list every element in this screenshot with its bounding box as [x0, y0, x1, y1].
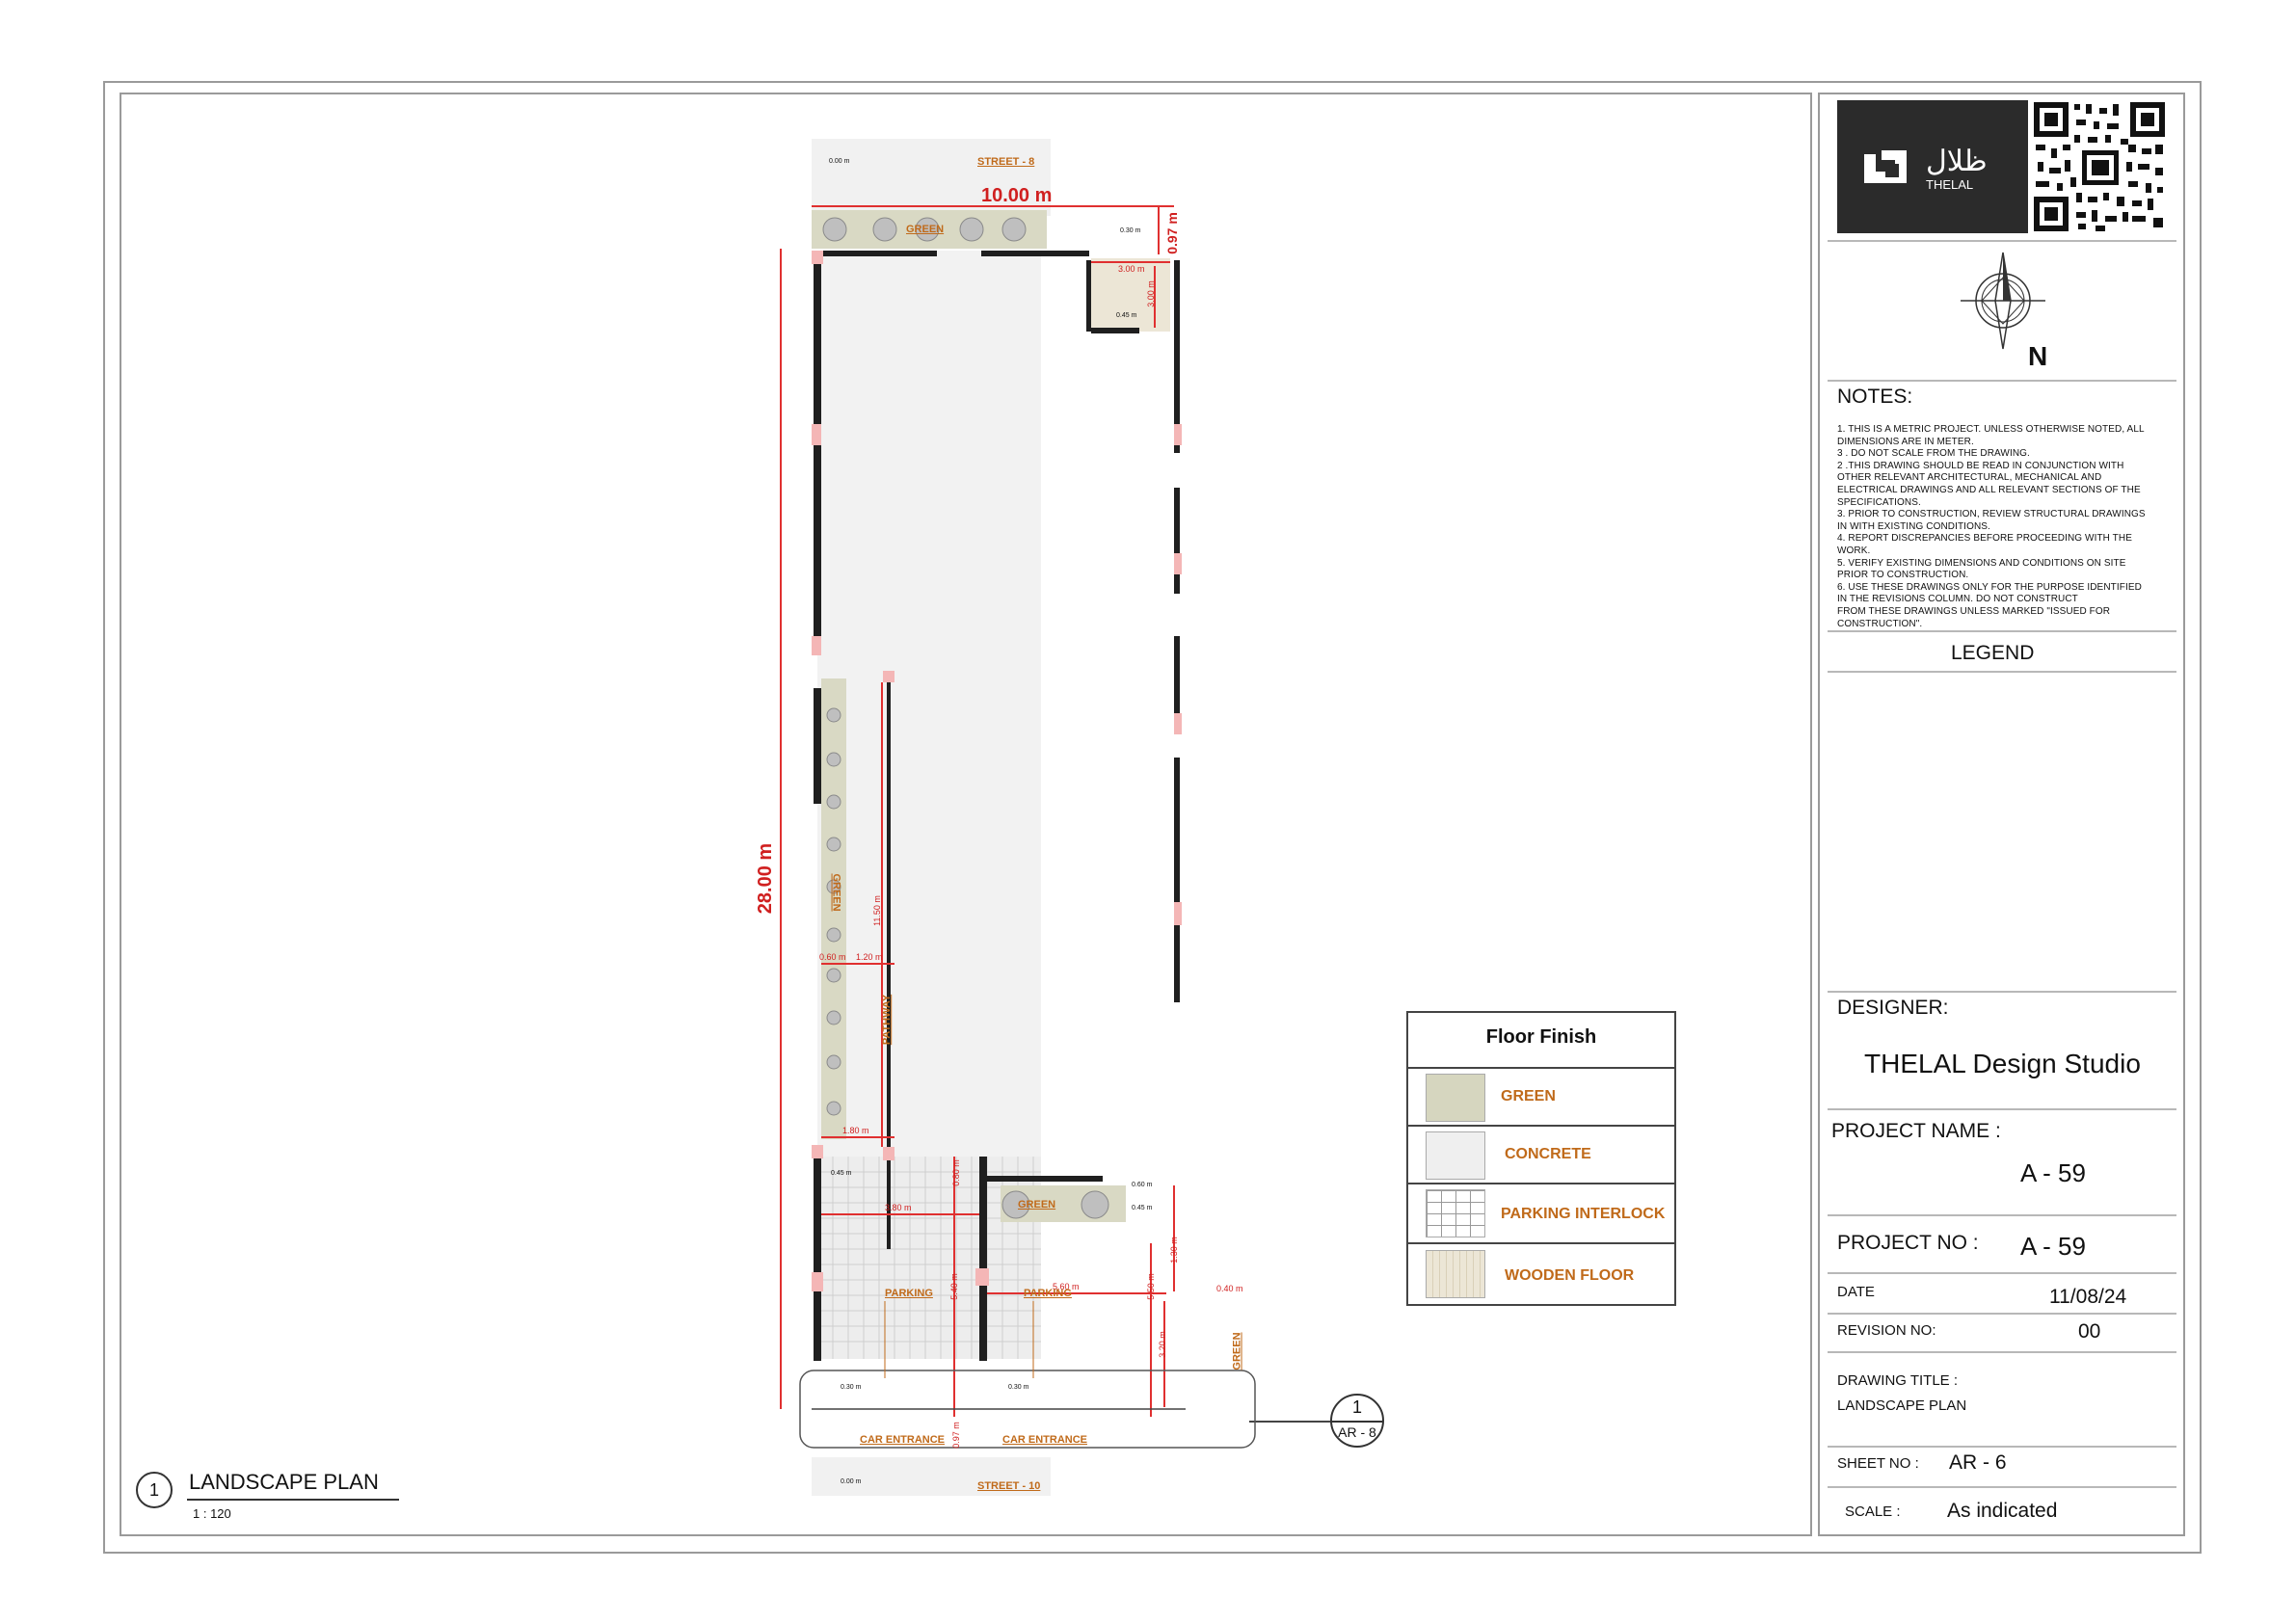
- view-scale: 1 : 120: [193, 1506, 231, 1521]
- green-swatch: [1426, 1074, 1485, 1122]
- car-entrance-right-label: CAR ENTRANCE: [1002, 1434, 1087, 1446]
- width-dimension: 10.00 m: [981, 185, 1053, 206]
- dim-0-40: 0.40 m: [1216, 1284, 1243, 1293]
- level-mark: 0.45 m: [1116, 312, 1137, 319]
- level-mark: 0.00 m: [841, 1478, 862, 1485]
- green-right-label: GREEN: [1231, 1332, 1243, 1370]
- legend-row: [1408, 1125, 1674, 1184]
- qr-code-icon: [2032, 100, 2167, 233]
- section-marker-divider: [1332, 1421, 1382, 1423]
- tb-divider: [1828, 240, 2176, 242]
- green-side-label: GREEN: [830, 873, 842, 912]
- level-mark: 0.60 m: [1132, 1182, 1153, 1188]
- dim-5-50: 5.50 m: [1145, 1273, 1156, 1300]
- section-sheet: AR - 8: [1338, 1424, 1376, 1440]
- plan-graphics: [761, 135, 1263, 1503]
- legend-row: [1408, 1183, 1674, 1244]
- legend-label-wooden-floor: WOODEN FLOOR: [1505, 1267, 1635, 1284]
- tb-divider: [1828, 671, 2176, 673]
- parking-left-label: PARKING: [885, 1288, 933, 1299]
- section-number: 1: [1351, 1397, 1362, 1417]
- project-no-label: PROJECT NO :: [1837, 1232, 1979, 1254]
- dim-5-40: 5.40 m: [948, 1273, 959, 1300]
- tb-divider: [1828, 1351, 2176, 1353]
- street-top-label: STREET - 8: [977, 156, 1035, 168]
- legend-label-concrete: CONCRETE: [1505, 1146, 1591, 1162]
- dim-3-20: 3.20 m: [1157, 1331, 1167, 1358]
- street-bottom-label: STREET - 10: [977, 1480, 1041, 1492]
- legend-row: [1408, 1242, 1674, 1306]
- level-mark: 0.45 m: [1132, 1205, 1153, 1211]
- dim-5-60: 5.60 m: [1053, 1282, 1080, 1291]
- date-label: DATE: [1837, 1284, 1875, 1300]
- level-mark: 0.00 m: [829, 158, 850, 165]
- length-dimension: 28.00 m: [755, 842, 777, 915]
- project-no-value: A - 59: [2020, 1232, 2086, 1261]
- drawing-title-label: DRAWING TITLE :: [1837, 1372, 1959, 1389]
- logo-arabic-text: ظلال: [1926, 146, 1988, 177]
- tb-divider: [1828, 991, 2176, 993]
- level-mark: 0.30 m: [841, 1384, 862, 1391]
- dim-0-80: 0.80 m: [950, 1159, 961, 1186]
- designer-label: DESIGNER:: [1837, 997, 1949, 1019]
- logo-latin-text: THELAL: [1926, 177, 1974, 192]
- north-label: N: [2028, 341, 2048, 371]
- tb-divider: [1828, 380, 2176, 382]
- parking-interlock-swatch: [1426, 1189, 1485, 1237]
- floor-finish-heading: Floor Finish: [1485, 1026, 1597, 1048]
- level-mark: 0.30 m: [1008, 1384, 1029, 1391]
- tb-divider: [1828, 1272, 2176, 1274]
- landscape-plan: [755, 135, 1263, 1503]
- dim-3-00-vertical: 3.00 m: [1145, 280, 1156, 307]
- floor-finish-legend: [1406, 1011, 1676, 1306]
- dim-1-20: 1.20 m: [856, 952, 883, 962]
- drawing-title-value: LANDSCAPE PLAN: [1837, 1397, 1967, 1414]
- dim-0-97-top: 0.97 m: [1163, 212, 1180, 254]
- project-name-label: PROJECT NAME :: [1831, 1120, 2001, 1142]
- designer-value: THELAL Design Studio: [1864, 1049, 2141, 1078]
- dim-3-80: 3.80 m: [885, 1203, 912, 1212]
- legend-label-parking-interlock: PARKING INTERLOCK: [1501, 1206, 1666, 1222]
- dim-0-97-bottom: 0.97 m: [950, 1422, 961, 1449]
- tb-divider: [1828, 1446, 2176, 1448]
- notes-text: 1. THIS IS A METRIC PROJECT. UNLESS OTHERWISE NOTED, ALL DIMENSIONS ARE IN METER. 3 . DO NOT SCALE FROM THE DRAWING. 2 .THIS DRAWING SHOULD BE READ IN CONJUNCTION WITH OTHER RELEVANT ARCHITECTURAL, MECHANICAL AND ELECTRICAL DRAWINGS AND ALL RELEVANT SECTIONS OF THE SPECIFICATIONS. 3. PRIOR TO CONSTRUCTION, REVIEW STRUCTURAL DRAWINGS IN WITH EXISTING CONDITIONS. 4. REPORT DISCREPANCIES BEFORE PROCEEDING WITH THE WORK. 5. VERIFY EXISTING DIMENSIONS AND CONDITIONS ON SITE PRIOR TO CONSTRUCTION. 6. USE THESE DRAWINGS ONLY FOR THE PURPOSE IDENTIFIED IN THE REVISIONS COLUMN. DO NOT CONSTRUCT FROM THESE DRAWINGS UNLESS MARKED "ISSUED FOR CONSTRUCTION".: [1837, 424, 2146, 629]
- sheet-no-label: SHEET NO :: [1837, 1455, 1919, 1472]
- dim-0-60: 0.60 m: [819, 952, 846, 962]
- scale-value: As indicated: [1947, 1500, 2058, 1522]
- dim-1-30: 1.30 m: [1168, 1237, 1179, 1264]
- view-title-underline: [187, 1499, 399, 1501]
- level-mark: 0.30 m: [1120, 227, 1141, 234]
- concrete-swatch: [1426, 1131, 1485, 1180]
- tb-divider: [1828, 1486, 2176, 1488]
- revision-value: 00: [2078, 1320, 2101, 1343]
- revision-label: REVISION NO:: [1837, 1322, 1936, 1339]
- legend-label-green: GREEN: [1501, 1088, 1556, 1104]
- dim-1-80: 1.80 m: [842, 1126, 869, 1135]
- project-name-value: A - 59: [2020, 1158, 2086, 1187]
- dim-11-50: 11.50 m: [871, 895, 882, 926]
- view-number-bubble: [136, 1472, 173, 1508]
- tb-divider: [1828, 1313, 2176, 1315]
- car-entrance-left-label: CAR ENTRANCE: [860, 1434, 945, 1446]
- tb-divider: [1828, 630, 2176, 632]
- wooden-floor-swatch: [1426, 1250, 1485, 1298]
- north-arrow: [1957, 249, 2053, 370]
- scale-label: SCALE :: [1845, 1503, 1901, 1520]
- tb-divider: [1828, 1214, 2176, 1216]
- green-top-label: GREEN: [906, 224, 945, 235]
- legend-row: [1408, 1067, 1674, 1127]
- section-marker: [1330, 1394, 1384, 1448]
- notes-heading: NOTES:: [1837, 386, 1913, 408]
- level-mark: 0.45 m: [831, 1170, 852, 1177]
- dim-3-00: 3.00 m: [1118, 264, 1145, 274]
- parking-right-label: PARKING: [1024, 1288, 1072, 1299]
- studio-logo: [1837, 100, 2028, 233]
- legend-heading: LEGEND: [1951, 642, 2035, 664]
- view-title: LANDSCAPE PLAN: [189, 1470, 379, 1494]
- sheet-no-value: AR - 6: [1949, 1451, 2007, 1474]
- pathway-label: PATHWAY: [881, 994, 894, 1046]
- tb-divider: [1828, 1108, 2176, 1110]
- view-number: 1: [148, 1480, 159, 1500]
- date-value: 11/08/24: [2049, 1286, 2127, 1308]
- green-parking-label: GREEN: [1018, 1199, 1056, 1211]
